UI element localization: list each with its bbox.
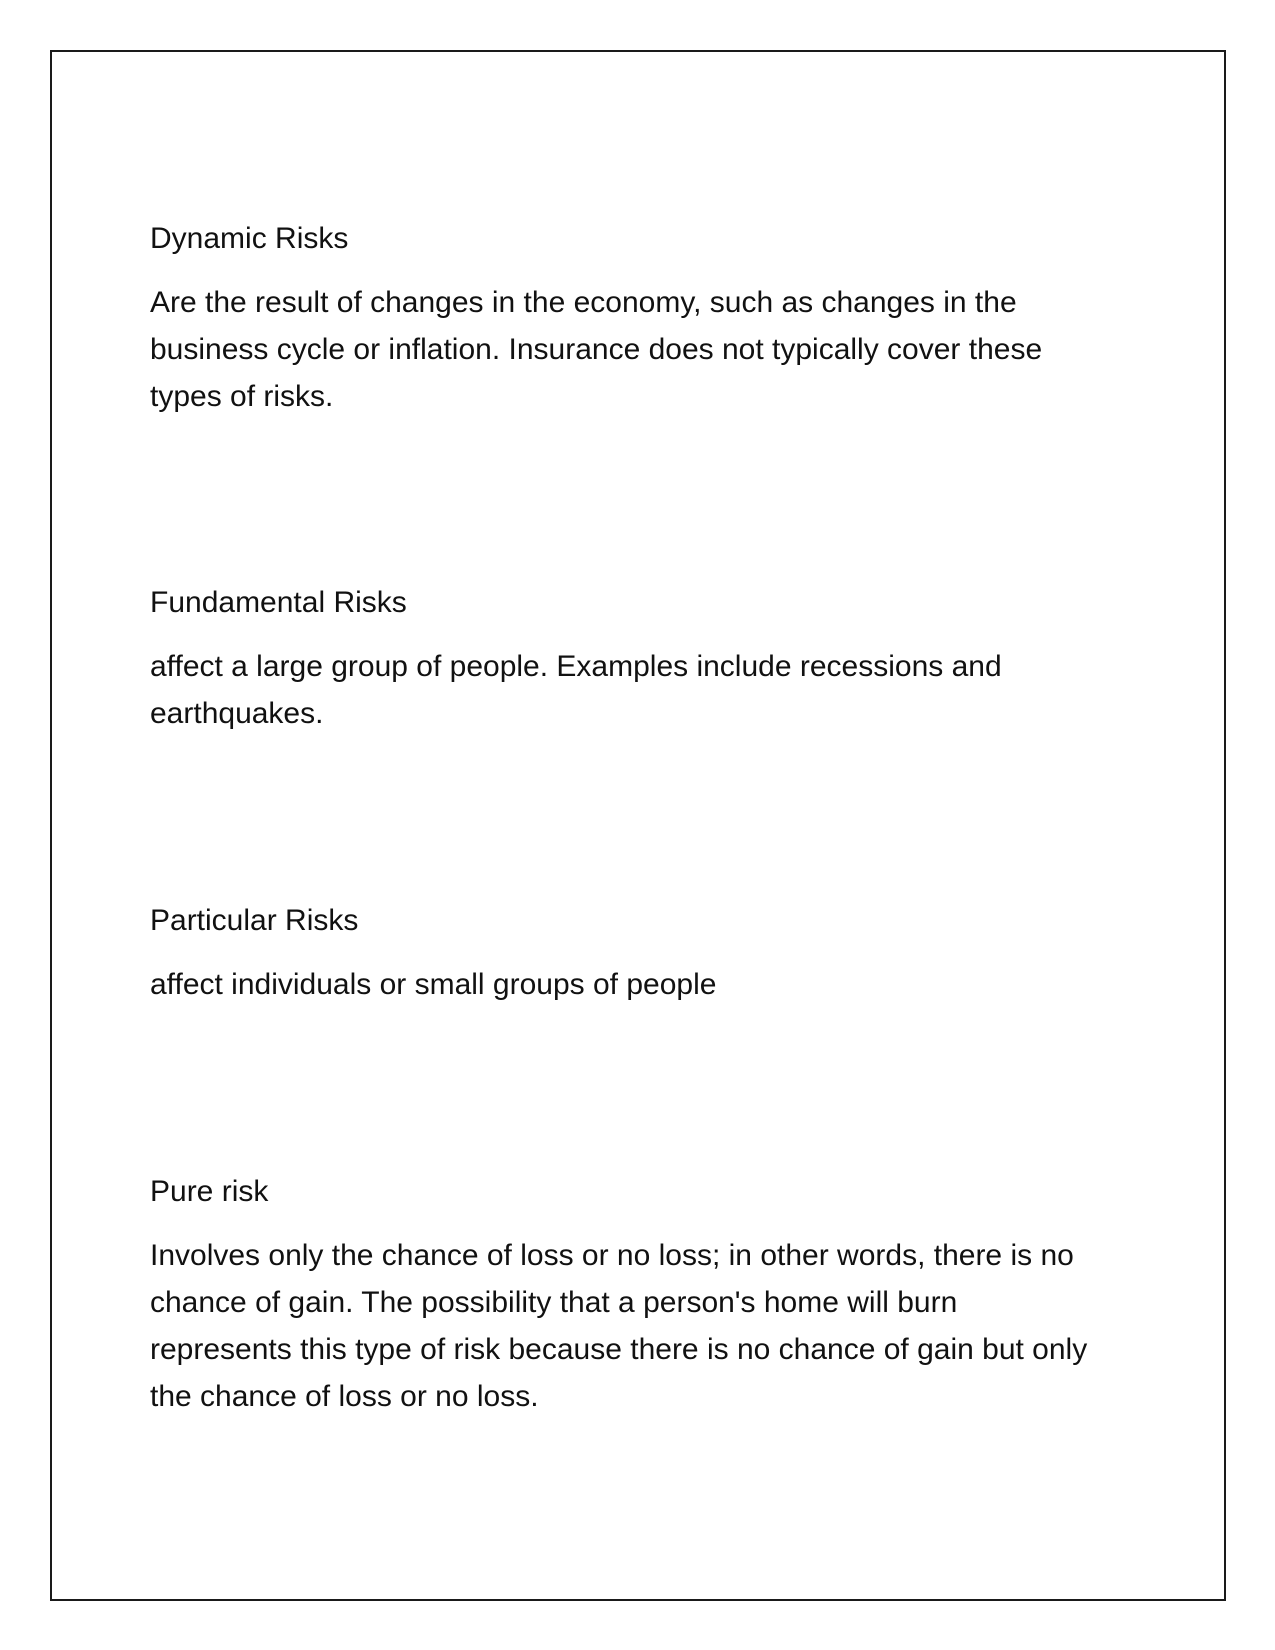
body-line: earthquakes. [150, 697, 324, 730]
body-line: affect individuals or small groups of people [150, 968, 717, 1001]
section-fundamental-risks [150, 583, 1110, 737]
body-line: the chance of loss or no loss. [150, 1380, 539, 1413]
section-body [150, 1232, 1110, 1420]
body-line: types of risks. [150, 380, 334, 413]
section-particular-risks [150, 901, 1110, 1008]
section-body [150, 279, 1110, 420]
section-pure-risk [150, 1172, 1110, 1420]
body-line: Are the result of changes in the economy, such as changes in the [150, 286, 1017, 319]
body-line: affect a large group of people. Examples include recessions and [150, 650, 1002, 683]
body-line: business cycle or inflation. Insurance does not typically cover these [150, 333, 1043, 366]
section-dynamic-risks [150, 219, 1110, 420]
section-title: Pure risk [150, 1175, 269, 1208]
section-body [150, 643, 1110, 737]
section-title: Fundamental Risks [150, 586, 407, 619]
body-line: Involves only the chance of loss or no loss; in other words, there is no [150, 1239, 1074, 1272]
body-line: chance of gain. The possibility that a person's home will burn [150, 1286, 958, 1319]
section-title: Particular Risks [150, 904, 359, 937]
section-title: Dynamic Risks [150, 222, 349, 255]
section-body [150, 961, 1110, 1008]
body-line: represents this type of risk because there is no chance of gain but only [150, 1333, 1088, 1366]
